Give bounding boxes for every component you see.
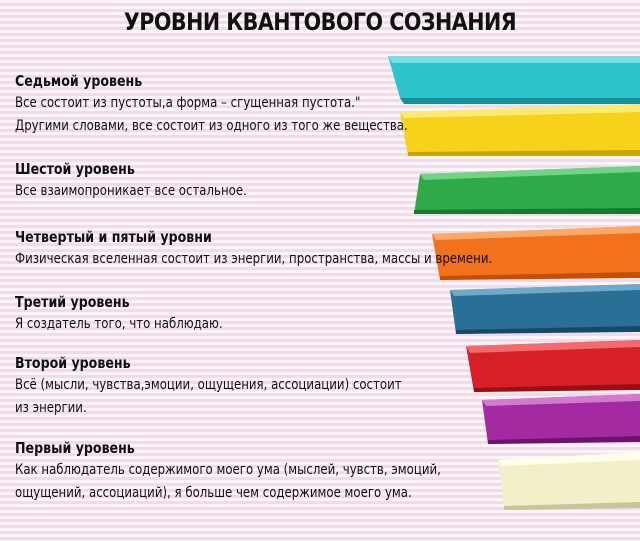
- level-one: [15, 437, 522, 505]
- level-six: [15, 158, 291, 203]
- level-seven-heading: Седьмой уровень: [15, 72, 143, 90]
- level-one-line-1: Как наблюдатель содержимого моего ума (мыслей, чувств, эмоций,: [15, 462, 441, 478]
- band-blue: [450, 284, 640, 336]
- level-six-heading: Шестой уровень: [15, 160, 135, 178]
- level-three-line-1: Я создатель того, что наблюдаю.: [15, 316, 223, 332]
- level-three-heading: Третий уровень: [15, 293, 130, 311]
- level-one-line-2: ощущений, ассоциаций), я больше чем содержимое моего ума.: [15, 485, 412, 501]
- level-two-line-2: из энергии.: [15, 400, 87, 416]
- page-title: УРОВНИ КВАНТОВОГО СОЗНАНИЯ: [123, 8, 517, 36]
- level-four-five-heading: Четвертый и пятый уровни: [15, 228, 212, 246]
- level-three: [15, 291, 262, 336]
- level-two: [15, 352, 475, 420]
- level-six-line-1: Все взаимопроникает все остальное.: [15, 183, 247, 199]
- level-seven-line-2: Другими словами, все состоит из одного из того же вещества.: [15, 118, 408, 134]
- level-four-five-line-1: Физическая вселенная состоит из энергии, пространства, массы и времени.: [15, 251, 493, 267]
- level-two-line-1: Всё (мысли, чувства,эмоции, ощущения, ассоциации) состоит: [15, 377, 402, 393]
- band-red: [466, 340, 640, 396]
- level-one-heading: Первый уровень: [15, 439, 135, 457]
- level-four-five: [15, 226, 583, 271]
- level-seven: [15, 70, 483, 138]
- band-green: [414, 166, 640, 218]
- level-two-heading: Второй уровень: [15, 354, 131, 372]
- level-seven-line-1: Все состоит из пустоты,а форма – сгущенная пустота.": [15, 95, 361, 111]
